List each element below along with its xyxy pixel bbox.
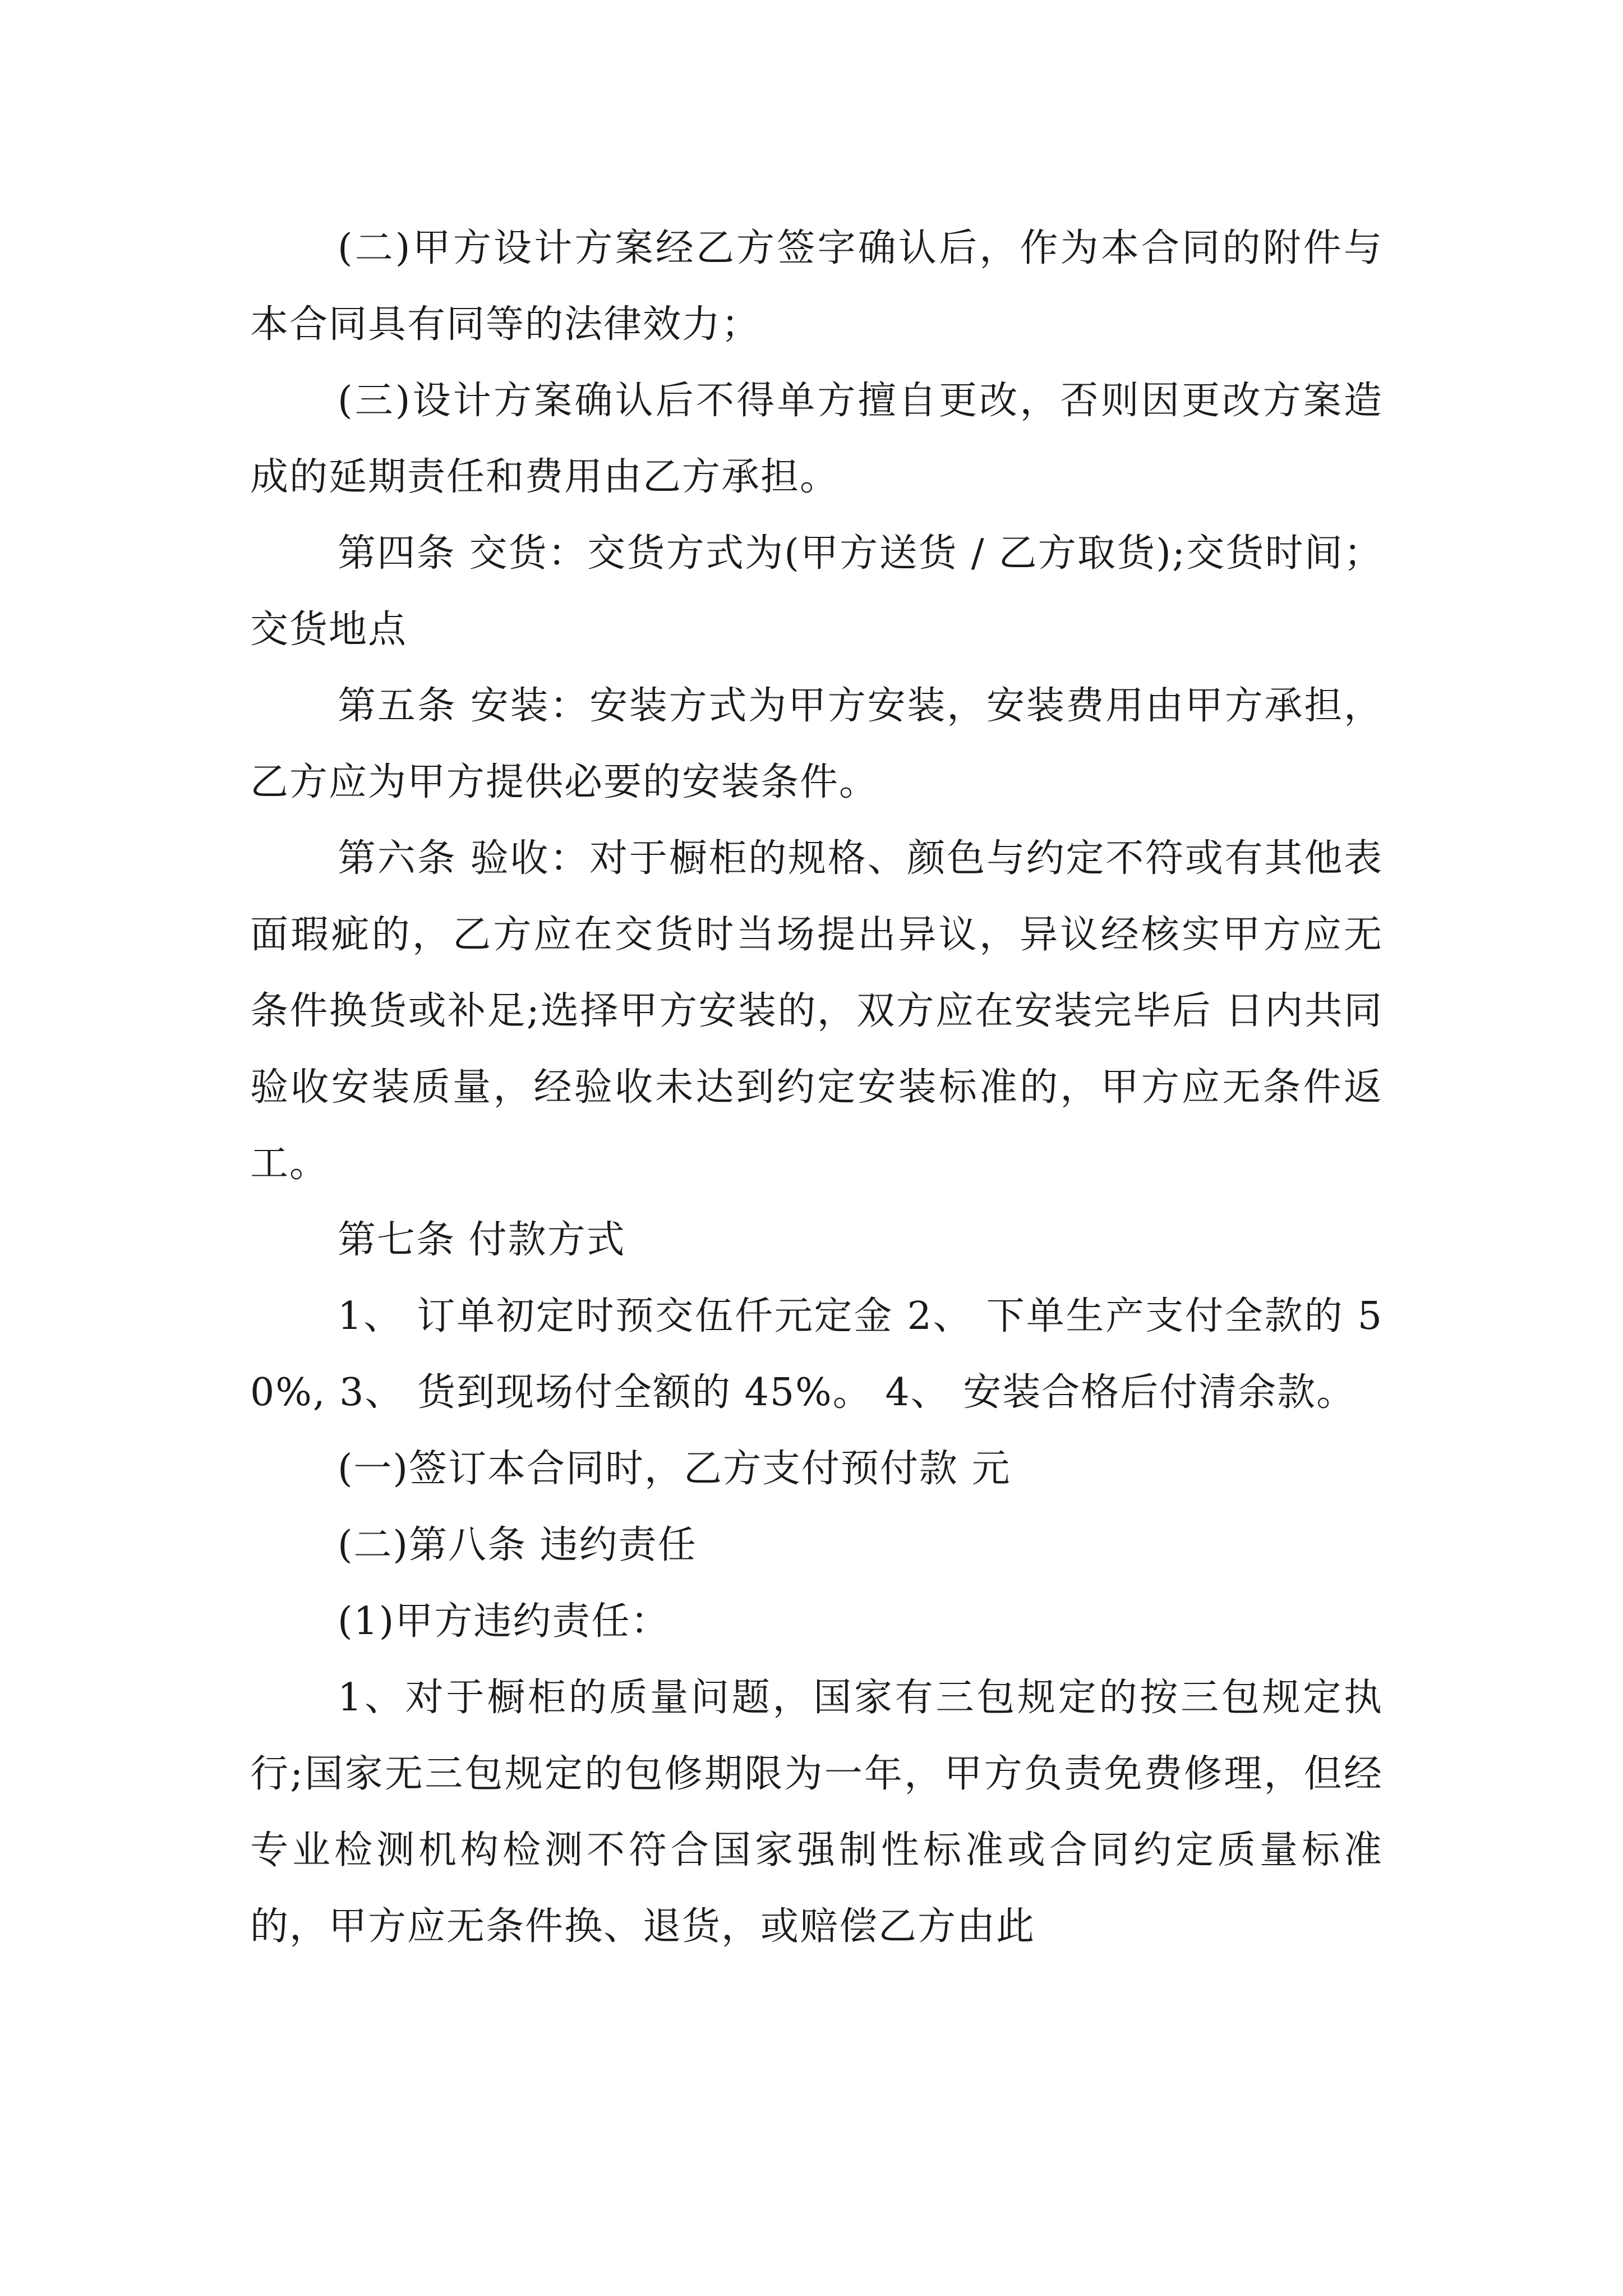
- paragraph-payment-terms: 1、 订单初定时预交伍仟元定金 2、 下单生产支付全款的 50%, 3、 货到现场付全额的 45%。 4、 安装合格后付清余款。: [250, 1294, 1383, 1415]
- paragraph-article-5-installation: 第五条 安装：安装方式为甲方安装，安装费用由甲方承担，乙方应为甲方提供必要的安装条件。: [250, 684, 1383, 804]
- paragraph-prepayment: (一)签订本合同时，乙方支付预付款 元: [338, 1447, 1011, 1491]
- paragraph-design-confirmation: (二)甲方设计方案经乙方签字确认后，作为本合同的附件与本合同具有同等的法律效力；: [250, 226, 1383, 347]
- paragraph-article-6-acceptance: 第六条 验收：对于橱柜的规格、颜色与约定不符或有其他表面瑕疵的，乙方应在交货时当场提出异议，异议经核实甲方应无条件换货或补足;选择甲方安装的，双方应在安装完毕后 日内共同验收安装质量，经验收未达到约定安装标准的，甲方应无条件返工。: [250, 836, 1383, 1186]
- paragraph-quality-warranty: 1、对于橱柜的质量问题，国家有三包规定的按三包规定执行;国家无三包规定的包修期限为一年，甲方负责免费修理，但经专业检测机构检测不符合国家强制性标准或合同约定质量标准的，甲方应无条件换、退货，或赔偿乙方由此: [250, 1676, 1383, 1949]
- paragraph-article-7-heading: 第七条 付款方式: [338, 1218, 626, 1262]
- paragraph-party-a-liability: (1)甲方违约责任：: [338, 1599, 670, 1644]
- paragraph-design-change: (三)设计方案确认后不得单方擅自更改，否则因更改方案造成的延期责任和费用由乙方承担。: [250, 379, 1383, 499]
- document-body: [250, 210, 1383, 1965]
- paragraph-article-8-heading: (二)第八条 违约责任: [338, 1523, 697, 1567]
- paragraph-article-4-delivery: 第四条 交货：交货方式为(甲方送货 / 乙方取货);交货时间；交货地点: [250, 531, 1383, 652]
